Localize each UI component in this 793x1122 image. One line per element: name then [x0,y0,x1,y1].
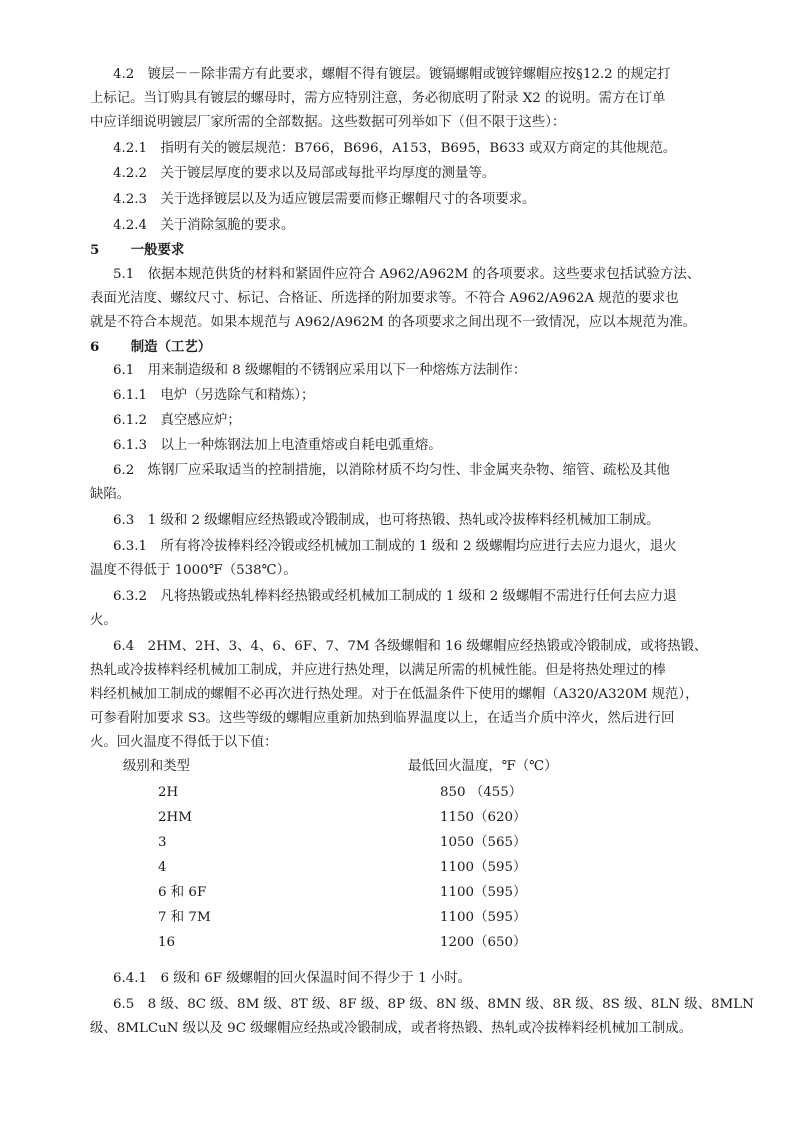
table-header-grade: 级别和类型 [123,759,190,774]
table-cell-grade: 4 [158,860,167,875]
paragraph-line: 4.2.3 关于选择镀层以及为适应镀层需要而修正螺帽尺寸的各项要求。 [113,192,536,207]
table-cell-grade: 2H [158,785,179,800]
paragraph-line: 5.1 依据本规范供货的材料和紧固件应符合 A962/A962M 的各项要求。这些要求包括试验方法、 [113,267,701,282]
paragraph-line: 6.3.1 所有将冷拔棒料经冷锻或经机械加工制成的 1 级和 2 级螺帽均应进行去应力退火，退火 [113,539,677,554]
paragraph-line: 就是不符合本规范。如果本规范与 A962/A962M 的各项要求之间出现不一致情况，应以本规范为准。 [90,315,697,330]
paragraph-line: 6.2 炼钢厂应采取适当的控制措施，以消除材质不均匀性、非金属夹杂物、缩管、疏松及其他 [113,463,670,478]
paragraph-line: 6.3 1 级和 2 级螺帽应经热锻或冷锻制成，也可将热锻、热轧或冷拔棒料经机械加工制成。 [113,513,660,528]
table-cell-temp: 1100（595） [440,910,527,925]
paragraph-line: 温度不得低于 1000℉（538℃）。 [90,563,297,578]
paragraph-line: 火。回火温度不得低于以下值： [90,735,278,750]
paragraph-line: 6.1 用来制造级和 8 级螺帽的不锈钢应采用以下一种熔炼方法制作： [113,363,527,378]
table-cell-grade: 16 [158,935,176,950]
table-cell-temp: 1100（595） [440,860,527,875]
paragraph-line: 4.2.4 关于消除氢脆的要求。 [113,218,295,233]
table-cell-grade: 2HM [158,810,192,825]
paragraph-line: 可参看附加要求 S3。这些等级的螺帽应重新加热到临界温度以上，在适当介质中淬火，然后进行回 [90,711,675,726]
paragraph-line: 表面光洁度、螺纹尺寸、标记、合格证、所选择的附加要求等。不符合 A962/A962A 规范的要求也 [90,291,679,306]
paragraph-line: 6.1.2 真空感应炉； [113,413,241,428]
paragraph-line: 热轧或冷拔棒料经机械加工制成，并应进行热处理，以满足所需的机械性能。但是将热处理过的棒 [90,663,666,678]
paragraph-line: 上标记。当订购具有镀层的螺母时，需方应特别注意，务必彻底明了附录 X2 的说明。需方在订单 [90,91,666,106]
table-cell-grade: 3 [158,835,167,850]
table-cell-temp: 1200（650） [440,935,527,950]
table-cell-temp: 1050（565） [440,835,527,850]
section-heading: 6 制造（工艺） [90,339,212,355]
paragraph-line: 火。 [90,613,117,628]
paragraph-line: 中应详细说明镀层厂家所需的全部数据。这些数据可列举如下（但不限于这些）： [90,115,566,130]
paragraph-line: 4.2 镀层－－除非需方有此要求，螺帽不得有镀层。镀镉螺帽或镀锌螺帽应按§12.2 的规定打 [113,67,671,82]
paragraph-line: 6.4 2HM、2H、3、4、6、6F、7、7M 各级螺帽和 16 级螺帽应经热锻或冷锻制成，或将热锻、 [113,639,708,654]
table-cell-temp: 850 （455） [440,785,523,800]
table-cell-grade: 6 和 6F [158,885,207,900]
paragraph-line: 6.4.1 6 级和 6F 级螺帽的回火保温时间不得少于 1 小时。 [113,971,472,986]
table-cell-temp: 1100（595） [440,885,527,900]
section-heading: 5 一般要求 [90,242,185,258]
table-cell-grade: 7 和 7M [158,910,211,925]
table-cell-temp: 1150（620） [440,810,527,825]
paragraph-line: 6.3.2 凡将热锻或热轧棒料经热锻或经机械加工制成的 1 级和 2 级螺帽不需进行任何去应力退 [113,589,677,604]
paragraph-line: 级、8MLCuN 级以及 9C 级螺帽应经热或冷锻制成，或者将热锻、热轧或冷拔棒料经机械加工制成。 [90,1021,693,1036]
paragraph-line: 6.1.3 以上一种炼钢法加上电渣重熔或自耗电弧重熔。 [113,438,442,453]
paragraph-line: 6.5 8 级、8C 级、8M 级、8T 级、8F 级、8P 级、8N 级、8MN 级、8R 级、8S 级、8LN 级、8MLN [113,997,754,1012]
paragraph-line: 料经机械加工制成的螺帽不必再次进行热处理。对于在低温条件下使用的螺帽（A320/A320M 规范）， [90,687,699,702]
table-header-temp: 最低回火温度，℉（℃） [408,759,558,774]
paragraph-line: 缺陷。 [90,487,131,502]
paragraph-line: 4.2.1 指明有关的镀层规范：B766，B696，A153，B695，B633 或双方商定的其他规范。 [113,141,677,156]
paragraph-line: 6.1.1 电炉（另选除气和精炼）； [113,388,315,403]
paragraph-line: 4.2.2 关于镀层厚度的要求以及局部或每批平均厚度的测量等。 [113,166,496,181]
